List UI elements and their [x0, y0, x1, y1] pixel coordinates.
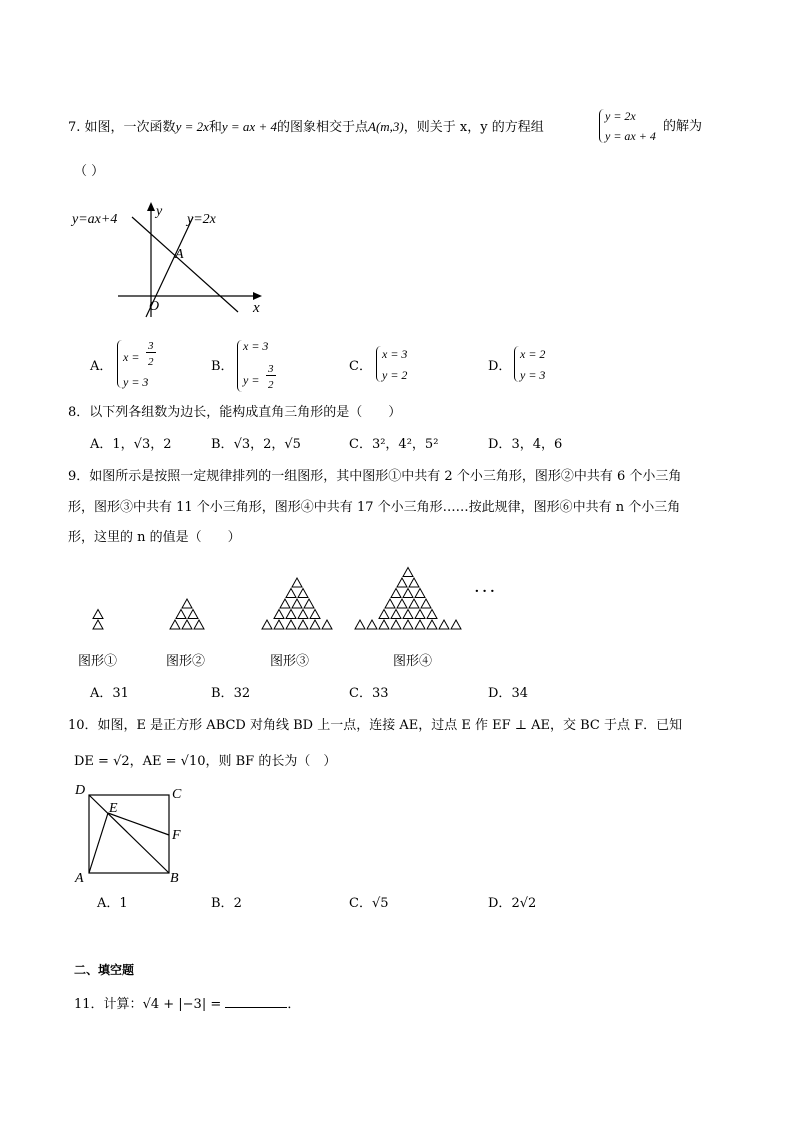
q7-option-c-line1: x = 3 — [382, 347, 408, 361]
q10-option-b-letter: B． — [211, 896, 234, 911]
small-triangle — [439, 620, 449, 629]
q9-option-a[interactable] — [90, 686, 129, 702]
q7-option-a-line1-var: x = — [123, 350, 140, 364]
q8-option-d-text: 3，4，6 — [511, 437, 563, 452]
q7-function-2: y = ax + 4 — [221, 119, 277, 134]
q11-prefix: 计算： — [103, 997, 143, 1012]
small-triangle — [403, 620, 413, 629]
label-point-a: A — [175, 247, 184, 262]
q10-stem-line-1 — [68, 718, 682, 734]
label-d: D — [75, 783, 86, 798]
q10-option-b[interactable] — [211, 896, 242, 912]
small-triangle — [292, 578, 302, 587]
q8-option-d-letter: D． — [488, 437, 512, 452]
q10-option-c-text: √5 — [371, 896, 389, 911]
small-triangle — [379, 610, 389, 619]
small-triangle — [304, 599, 314, 608]
q10-square-figure — [72, 782, 192, 886]
q11-expression: √4 + |−3| = — [142, 997, 222, 1012]
small-triangle — [93, 610, 103, 619]
q9-option-b-text: 32 — [233, 686, 251, 701]
label-f: F — [172, 828, 181, 843]
small-triangle — [274, 620, 284, 629]
small-triangle — [310, 610, 320, 619]
q11-line — [74, 995, 300, 1013]
small-triangle — [188, 610, 198, 619]
q10-option-a-letter: A． — [97, 896, 120, 911]
q7-option-c-brace — [376, 346, 381, 382]
q9-caption-1: 图形① — [78, 654, 118, 669]
q9-stem-line-1 — [68, 469, 681, 485]
q10-option-d[interactable] — [488, 896, 536, 912]
section-2-title: 二、填空题 — [74, 963, 135, 977]
q7-system-line-1: y = 2x — [605, 109, 636, 123]
small-triangle — [292, 599, 302, 608]
small-triangle — [310, 620, 320, 629]
q7-option-b-brace — [237, 340, 242, 392]
small-triangle — [391, 610, 401, 619]
q10-option-b-text: 2 — [233, 896, 242, 911]
q11-number: 11． — [74, 997, 104, 1012]
label-e: E — [109, 801, 118, 816]
small-triangle — [451, 620, 461, 629]
label-x-axis: x — [253, 300, 260, 316]
q7-option-a-brace — [117, 340, 122, 388]
small-triangle — [170, 620, 180, 629]
q10-line-2: DE = √2，AE = √10，则 BF 的长为（ ） — [74, 754, 337, 769]
line-ax-plus-4 — [132, 217, 238, 312]
q7-option-c-line2: y = 2 — [382, 368, 408, 382]
small-triangle — [397, 578, 407, 587]
q7-graph — [70, 195, 270, 320]
q8-option-c[interactable] — [349, 437, 438, 453]
small-triangle — [379, 620, 389, 629]
label-c: C — [172, 787, 182, 802]
q10-option-a[interactable] — [97, 896, 128, 912]
q9-figure-1 — [93, 610, 103, 630]
q7-option-b-fraction-bar — [266, 375, 276, 376]
small-triangle — [322, 620, 332, 629]
q11-suffix: ． — [287, 997, 301, 1012]
small-triangle — [286, 620, 296, 629]
q7-answer-paren: （ ） — [74, 164, 105, 179]
small-triangle — [415, 620, 425, 629]
q9-line-2: 形，图形③中共有 11 个小三角形，图形④中共有 17 个小三角形……按此规律，图形⑥中共有 n 个小三角 — [68, 500, 681, 515]
label-y-axis: y — [156, 204, 163, 219]
small-triangle — [409, 578, 419, 587]
label-line-ax-plus-4: y=ax+4 — [72, 212, 118, 227]
q7-function-1: y = 2x — [175, 119, 209, 134]
q8-number: 8． — [68, 405, 90, 420]
small-triangle — [298, 610, 308, 619]
q7-stem-line — [68, 119, 544, 136]
small-triangle — [427, 610, 437, 619]
q8-option-a-text: 1，√3，2 — [112, 437, 172, 452]
q7-option-b-line2-var: y = — [243, 373, 260, 387]
q8-option-b-text: √3，2，√5 — [233, 437, 301, 452]
small-triangle — [286, 589, 296, 598]
segment-ae — [89, 813, 108, 873]
q7-option-a-line1-den: 2 — [148, 356, 154, 368]
q7-option-c-letter[interactable]: C． — [349, 359, 372, 374]
small-triangle — [385, 599, 395, 608]
q7-option-a-fraction-bar — [146, 352, 156, 353]
small-triangle — [182, 620, 192, 629]
q8-option-d[interactable] — [488, 437, 562, 453]
q9-figure-3 — [262, 578, 332, 629]
q9-option-d-text: 34 — [511, 686, 528, 701]
q9-figure-4 — [355, 568, 461, 630]
q11-answer-blank[interactable] — [225, 995, 287, 1008]
small-triangle — [409, 599, 419, 608]
small-triangle — [286, 610, 296, 619]
q8-option-c-text: 3²，4²，5² — [371, 437, 439, 452]
q8-option-b-letter: B． — [211, 437, 234, 452]
small-triangle — [274, 610, 284, 619]
small-triangle — [182, 599, 192, 608]
q10-option-d-text: 2√2 — [511, 896, 537, 911]
q9-option-a-letter: A． — [90, 686, 113, 701]
label-b: B — [170, 871, 179, 886]
q7-option-b-line2-den: 2 — [268, 379, 274, 391]
q9-figure-2 — [170, 599, 204, 629]
q8-stem: 以下列各组数为边长，能构成直角三角形的是（ ） — [89, 405, 402, 420]
segment-ef — [108, 813, 169, 835]
q9-option-d[interactable] — [488, 686, 528, 702]
small-triangle — [403, 610, 413, 619]
q8-option-a[interactable] — [90, 437, 172, 453]
small-triangle — [403, 568, 413, 577]
q8-option-b[interactable] — [211, 437, 301, 453]
q9-option-b-letter: B． — [211, 686, 234, 701]
q9-number: 9． — [68, 469, 90, 484]
q9-caption-2: 图形② — [166, 654, 206, 669]
q7-option-b-letter[interactable]: B． — [211, 359, 234, 374]
q7-option-b-line1: x = 3 — [243, 339, 269, 353]
q7-stem-b: 的图象相交于点 — [276, 120, 368, 135]
q7-option-d-brace — [514, 346, 519, 382]
small-triangle — [298, 589, 308, 598]
q7-number: 7. — [68, 120, 81, 135]
q7-stem-d: 的解为 — [663, 119, 703, 134]
q10-option-c-letter: C． — [349, 896, 372, 911]
q9-line-3: 形，这里的 n 的值是（ ） — [68, 530, 241, 545]
q7-option-b-line2-num: 3 — [268, 363, 274, 375]
q9-option-d-letter: D． — [488, 686, 512, 701]
q10-option-c[interactable] — [349, 896, 389, 912]
q8-option-a-letter: A． — [90, 437, 113, 452]
small-triangle — [194, 620, 204, 629]
q7-point: A(m,3) — [368, 119, 404, 134]
q8-stem-line — [68, 405, 401, 421]
q9-option-c-text: 33 — [371, 686, 389, 701]
q7-option-a-line2: y = 3 — [123, 375, 149, 389]
q10-option-a-text: 1 — [119, 896, 128, 911]
small-triangle — [415, 610, 425, 619]
label-origin: O — [149, 299, 160, 314]
label-a: A — [75, 871, 84, 886]
q7-stem-c: ，则关于 x，y 的方程组 — [403, 120, 544, 135]
q10-option-d-letter: D． — [488, 896, 512, 911]
q9-line-1: 如图所示是按照一定规律排列的一组图形，其中图形①中共有 2 个小三角形，图形②中共有 6 个小三角 — [89, 469, 682, 484]
small-triangle — [427, 620, 437, 629]
q9-option-a-text: 31 — [112, 686, 129, 701]
small-triangle — [415, 589, 425, 598]
q7-system-line-2: y = ax + 4 — [605, 129, 656, 143]
q7-option-a-letter[interactable]: A． — [90, 359, 113, 374]
small-triangle — [176, 610, 186, 619]
y-axis-arrow — [147, 202, 155, 211]
q9-caption-4: 图形④ — [393, 654, 433, 669]
q7-option-d-letter[interactable]: D． — [488, 359, 512, 374]
small-triangle — [93, 620, 103, 629]
q10-line-1: 如图，E 是正方形 ABCD 对角线 BD 上一点，连接 AE，过点 E 作 EF ⊥ AE，交 BC 于点 F．已知 — [97, 718, 683, 733]
x-axis-arrow — [253, 292, 262, 300]
q9-option-b[interactable] — [211, 686, 250, 702]
small-triangle — [403, 589, 413, 598]
q7-and: 和 — [208, 120, 222, 135]
small-triangle — [421, 599, 431, 608]
small-triangle — [391, 620, 401, 629]
small-triangle — [298, 620, 308, 629]
small-triangle — [280, 599, 290, 608]
q7-option-a-line1-num: 3 — [148, 340, 154, 352]
q9-ellipsis: ··· — [474, 581, 498, 602]
q7-stem-a: 如图，一次函数 — [84, 120, 176, 135]
small-triangle — [391, 589, 401, 598]
q9-option-c[interactable] — [349, 686, 389, 702]
q10-number: 10． — [68, 718, 98, 733]
q7-option-d-line2: y = 3 — [520, 368, 546, 382]
q7-system-brace — [599, 109, 604, 143]
q7-option-d-line1: x = 2 — [520, 347, 546, 361]
q9-option-c-letter: C． — [349, 686, 372, 701]
q9-triangle-figures — [85, 570, 505, 634]
q9-caption-3: 图形③ — [270, 654, 310, 669]
small-triangle — [355, 620, 365, 629]
label-line-2x: y=2x — [187, 212, 216, 227]
small-triangle — [367, 620, 377, 629]
small-triangle — [397, 599, 407, 608]
q8-option-c-letter: C． — [349, 437, 372, 452]
small-triangle — [262, 620, 272, 629]
